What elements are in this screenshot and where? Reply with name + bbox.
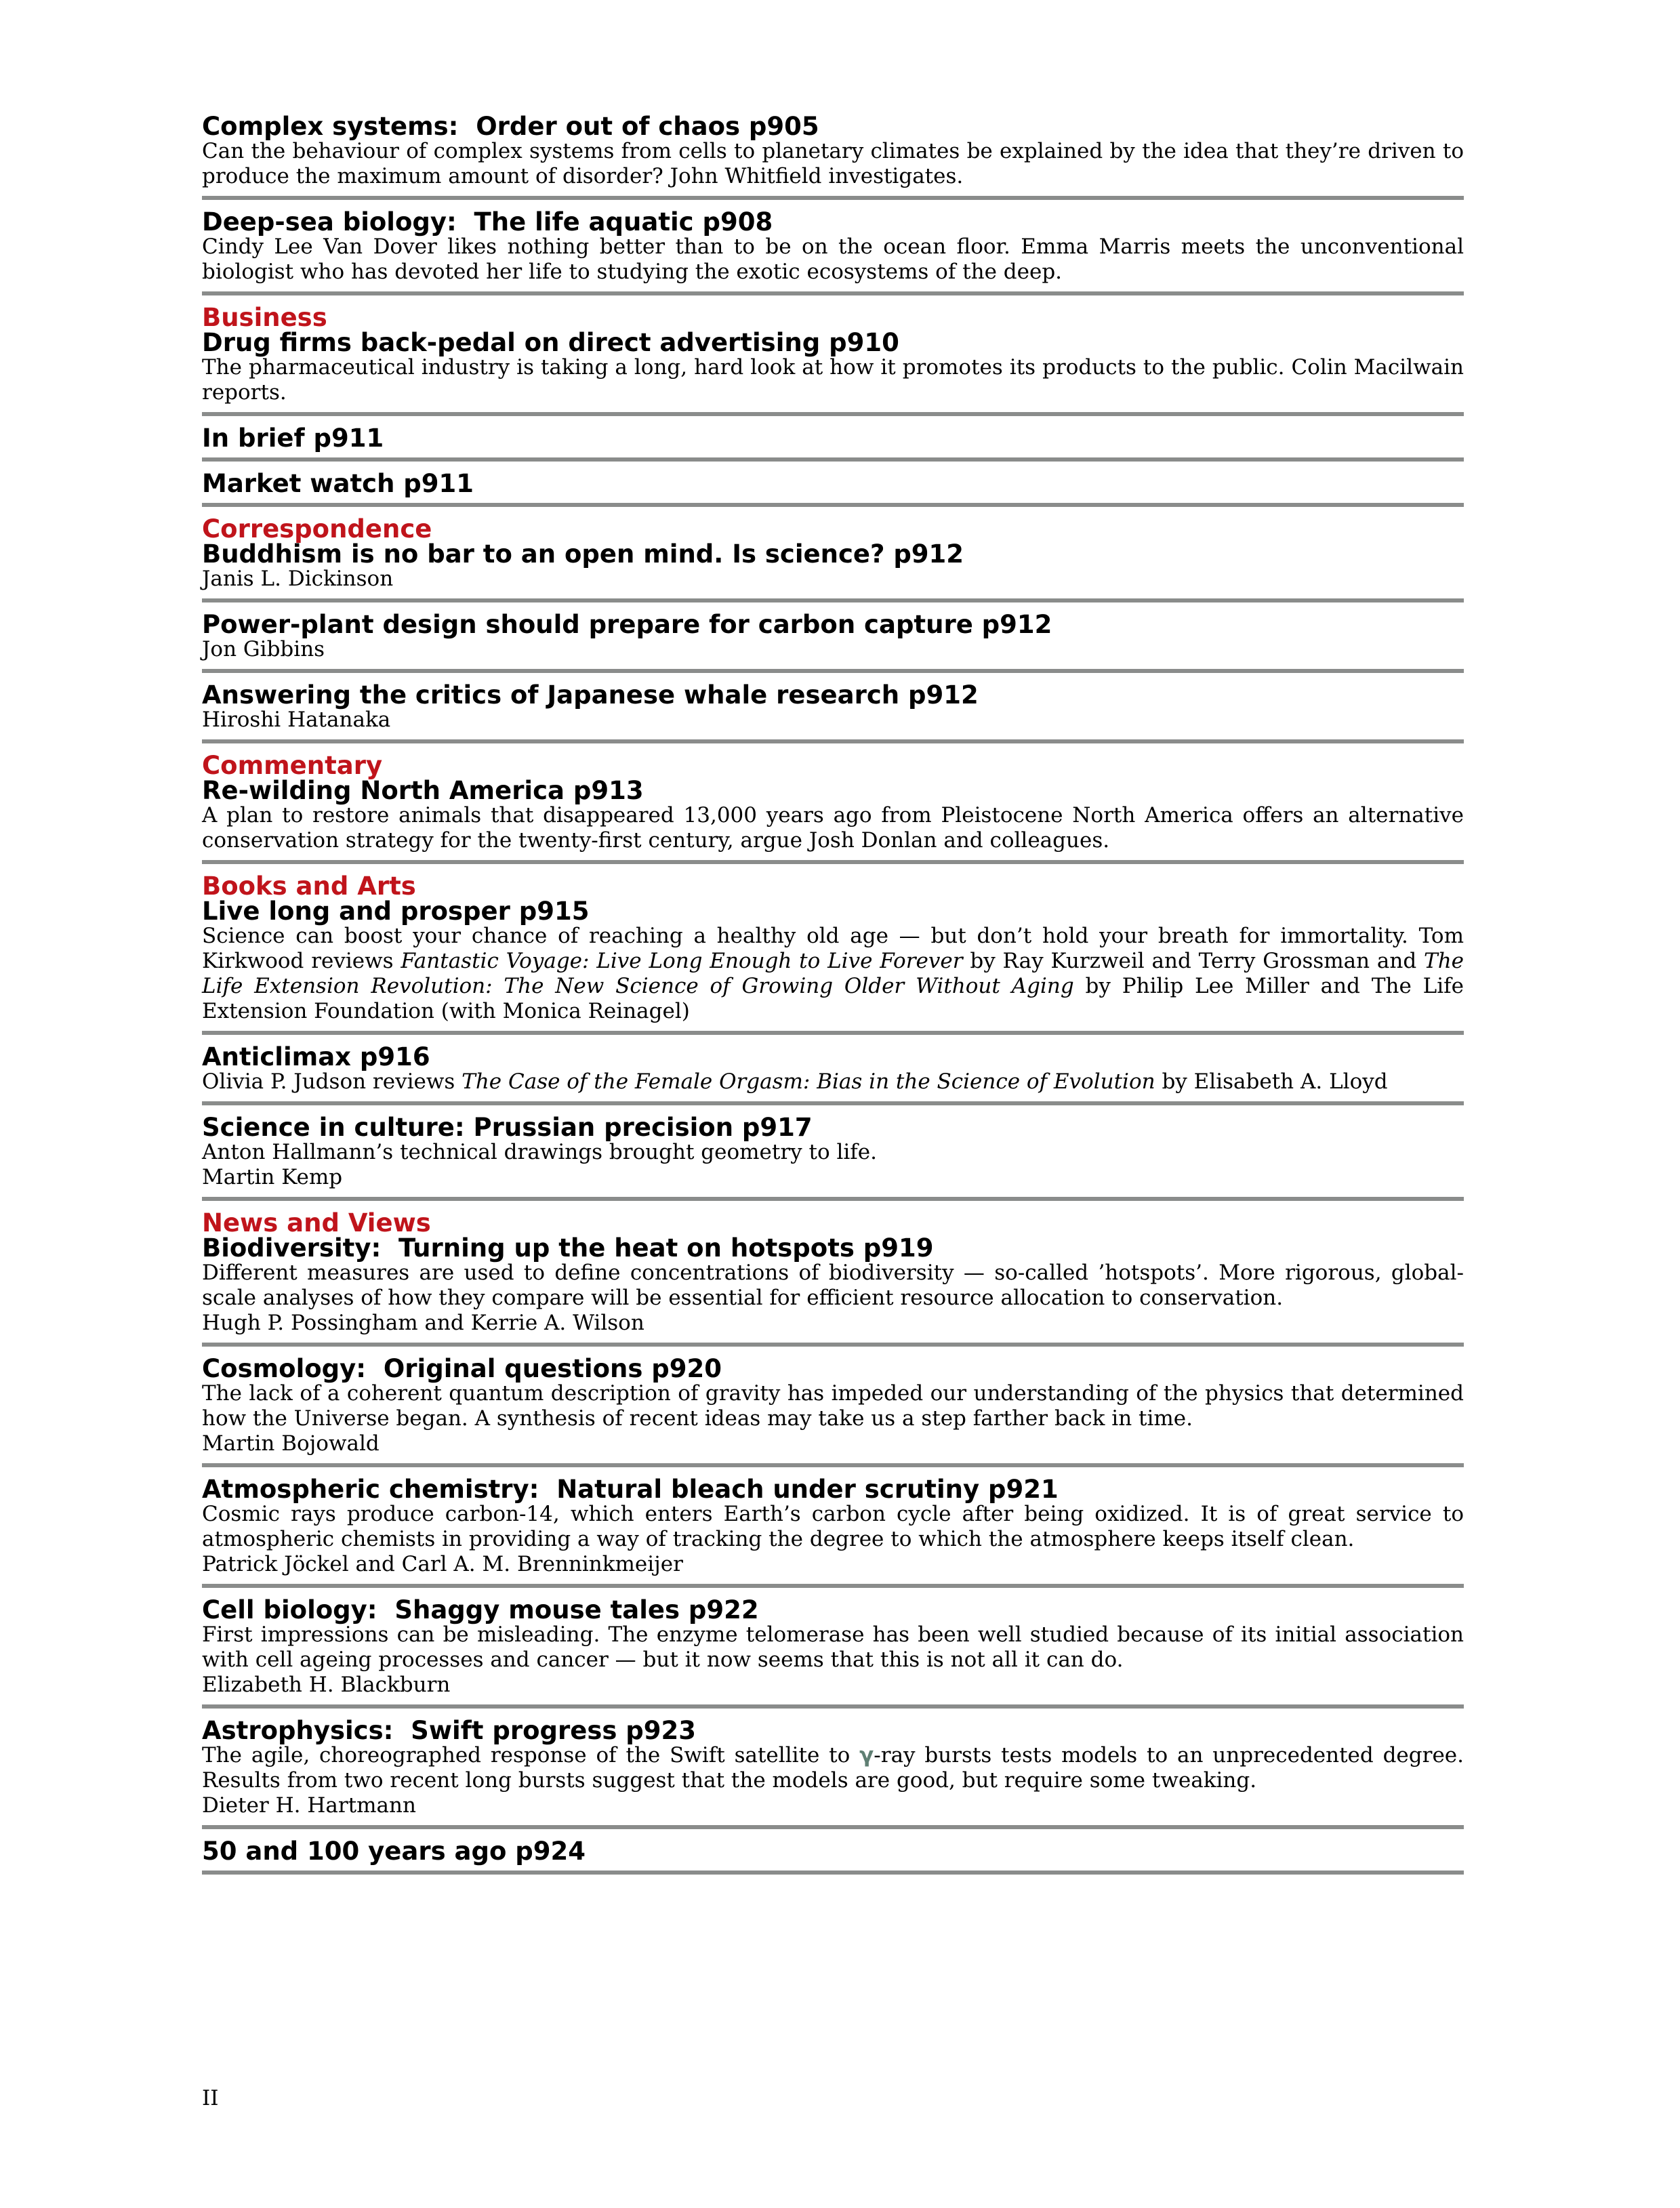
entry-author: Jon Gibbins	[202, 637, 325, 661]
summary-text: The agile, choreographed response of the Swift satellite to	[202, 1743, 860, 1767]
entry-author: Hiroshi Hatanaka	[202, 708, 391, 732]
entry-buddhism	[202, 516, 1464, 602]
table-of-contents	[202, 114, 1464, 1884]
entry-title[interactable]: Cosmology: Original questions p920	[202, 1354, 722, 1383]
summary-text: Olivia P. Judson reviews	[202, 1069, 462, 1094]
entry-title[interactable]: Re-wilding North America p913	[202, 776, 644, 805]
entry-summary: Anton Hallmann’s technical drawings brought geometry to life.	[202, 1140, 877, 1164]
entry-astrophysics	[202, 1718, 1464, 1829]
entry-title[interactable]: Answering the critics of Japanese whale research p912	[202, 680, 979, 710]
section-heading-news-and-views: News and Views	[202, 1208, 431, 1238]
entry-summary	[202, 1069, 1464, 1095]
entry-author: Martin Kemp	[202, 1165, 343, 1189]
section-heading-correspondence: Correspondence	[202, 514, 432, 544]
gamma-symbol: γ	[859, 1743, 874, 1767]
entry-author: Patrick Jöckel and Carl A. M. Brenninkmeijer	[202, 1552, 683, 1576]
entry-summary: Cindy Lee Van Dover likes nothing better than to be on the ocean floor. Emma Marris meets the unconventional biologist who has devoted her life to studying the exotic ecosystems of the deep.	[202, 234, 1464, 284]
entry-title[interactable]: Anticlimax p916	[202, 1042, 430, 1071]
entry-atmospheric-chemistry	[202, 1477, 1464, 1588]
entry-title[interactable]: 50 and 100 years ago p924	[202, 1837, 586, 1866]
entry-summary: Different measures are used to define concentrations of biodiversity — so-called ’hotspots’. More rigorous, global-scale analyses of how they compare will be essential for efficient resource allocation to conservation.	[202, 1261, 1464, 1310]
entry-50-and-100-years-ago	[202, 1839, 1464, 1875]
entry-market-watch	[202, 471, 1464, 507]
entry-summary: A plan to restore animals that disappeared 13,000 years ago from Pleistocene North America offers an alternative conservation strategy for the twenty-first century, argue Josh Donlan and colleagues.	[202, 803, 1464, 853]
entry-title[interactable]: Atmospheric chemistry: Natural bleach under scrutiny p921	[202, 1475, 1059, 1504]
section-heading-books-and-arts: Books and Arts	[202, 872, 416, 901]
entry-author: Hugh P. Possingham and Kerrie A. Wilson	[202, 1311, 644, 1335]
entry-drug-firms	[202, 305, 1464, 416]
entry-title[interactable]: Deep-sea biology: The life aquatic p908	[202, 207, 773, 237]
entry-author: Janis L. Dickinson	[202, 567, 394, 591]
entry-title[interactable]: Buddhism is no bar to an open mind. Is science? p912	[202, 539, 964, 569]
entry-title[interactable]: Science in culture: Prussian precision p917	[202, 1113, 813, 1142]
entry-summary: Can the behaviour of complex systems from cells to planetary climates be explained by the idea that they’re driven to produce the maximum amount of disorder? John Whitfield investigates.	[202, 139, 1464, 188]
page-number: II	[202, 2086, 219, 2110]
entry-author: Martin Bojowald	[202, 1431, 380, 1456]
entry-title[interactable]: Cell biology: Shaggy mouse tales p922	[202, 1595, 759, 1624]
entry-live-long	[202, 874, 1464, 1035]
entry-cell-biology	[202, 1597, 1464, 1709]
entry-summary: The lack of a coherent quantum description of gravity has impeded our understanding of the physics that determined how the Universe began. A synthesis of recent ideas may take us a step farther back in time.	[202, 1381, 1464, 1431]
entry-biodiversity	[202, 1210, 1464, 1347]
entry-power-plant	[202, 612, 1464, 673]
summary-text: -ray bursts tests models to an unprecedented degree. Results from two recent long bursts suggest that the models are good, but require some tweaking.	[202, 1743, 1464, 1793]
summary-text: by Ray Kurzweil and Terry Grossman and	[962, 949, 1425, 973]
summary-text: by Philip Lee Miller and The Life Extension Foundation (with Monica Reinagel)	[202, 974, 1464, 1023]
section-heading-business: Business	[202, 303, 327, 332]
entry-whale-research	[202, 682, 1464, 743]
entry-summary	[202, 1743, 1464, 1793]
summary-text: Science can boost your chance of reaching a healthy old age — but don’t hold your breath for immortality. Tom Kirkwood reviews	[202, 924, 1464, 973]
book-title: The Life Extension Revolution: The New Science of Growing Older Without Aging	[202, 949, 1464, 998]
section-heading-commentary: Commentary	[202, 751, 383, 780]
entry-cosmology	[202, 1356, 1464, 1467]
entry-author: Dieter H. Hartmann	[202, 1793, 416, 1818]
entry-summary: Cosmic rays produce carbon-14, which enters Earth’s carbon cycle after being oxidized. It is of great service to atmospheric chemists in providing a way of tracking the degree to which the atmosphere keeps itself clean.	[202, 1502, 1464, 1551]
entry-prussian-precision	[202, 1115, 1464, 1201]
book-title: The Case of the Female Orgasm: Bias in the Science of Evolution	[462, 1069, 1155, 1094]
entry-title[interactable]: Live long and prosper p915	[202, 897, 590, 926]
entry-title[interactable]: In brief p911	[202, 424, 384, 453]
summary-text: by Elisabeth A. Lloyd	[1155, 1069, 1388, 1094]
entry-title[interactable]: Biodiversity: Turning up the heat on hotspots p919	[202, 1233, 934, 1263]
entry-summary	[202, 924, 1464, 1024]
entry-title[interactable]: Complex systems: Order out of chaos p905	[202, 112, 819, 141]
entry-title[interactable]: Drug firms back-pedal on direct advertising p910	[202, 328, 899, 357]
entry-summary: The pharmaceutical industry is taking a long, hard look at how it promotes its products to the public. Colin Macilwain reports.	[202, 355, 1464, 405]
book-title: Fantastic Voyage: Live Long Enough to Live Forever	[401, 949, 963, 973]
entry-title[interactable]: Power-plant design should prepare for carbon capture p912	[202, 610, 1052, 639]
entry-re-wilding	[202, 753, 1464, 864]
entry-title[interactable]: Astrophysics: Swift progress p923	[202, 1716, 696, 1745]
entry-summary: First impressions can be misleading. The enzyme telomerase has been well studied because of its initial association with cell ageing processes and cancer — but it now seems that this is not all it can do.	[202, 1622, 1464, 1672]
entry-title[interactable]: Market watch p911	[202, 469, 474, 498]
entry-anticlimax	[202, 1044, 1464, 1105]
entry-deep-sea-biology	[202, 209, 1464, 295]
entry-complex-systems	[202, 114, 1464, 200]
entry-in-brief	[202, 426, 1464, 462]
entry-author: Elizabeth H. Blackburn	[202, 1673, 451, 1697]
